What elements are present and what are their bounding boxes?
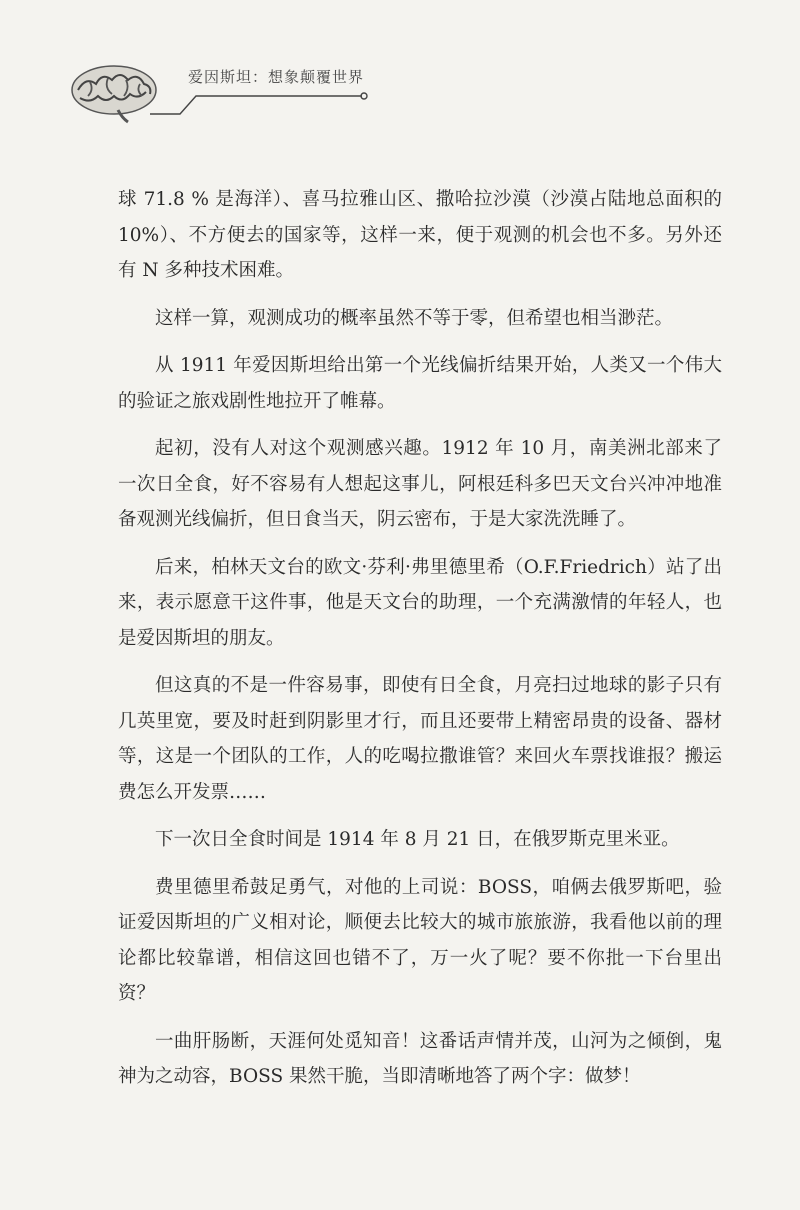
page-header — [0, 0, 800, 130]
paragraph: 但这真的不是一件容易事，即使有日全食，月亮扫过地球的影子只有几英里宽，要及时赶到阴影里才行，而且还要带上精密昂贵的设备、器材等，这是一个团队的工作，人的吃喝拉撒谁管？来回火车票找谁报？搬运费怎么开发票…… — [118, 675, 722, 803]
paragraph: 后来，柏林天文台的欧文·芬利·弗里德里希（O.F.Friedrich）站了出来，表示愿意干这件事，他是天文台的助理，一个充满激情的年轻人，也是爱因斯坦的朋友。 — [118, 556, 722, 649]
paragraph: 费里德里希鼓足勇气，对他的上司说：BOSS，咱俩去俄罗斯吧，验证爱因斯坦的广义相对论，顺便去比较大的城市旅旅游，我看他以前的理论都比较靠谱，相信这回也错不了，万一火了呢？要不你批一下台里出资？ — [118, 876, 722, 1004]
paragraph: 这样一算，观测成功的概率虽然不等于零，但希望也相当渺茫。 — [155, 307, 674, 329]
paragraph: 下一次日全食时间是 1914 年 8 月 21 日，在俄罗斯克里米亚。 — [155, 829, 680, 850]
paragraph: 一曲肝肠断，天涯何处觅知音！这番话声情并茂，山河为之倾倒，鬼神为之动容，BOSS 果然干脆，当即清晰地答了两个字：做梦！ — [118, 1030, 722, 1087]
running-title: 爱因斯坦：想象颠覆世界 — [188, 68, 365, 86]
brain-icon — [68, 60, 160, 124]
paragraph: 起初，没有人对这个观测感兴趣。1912 年 10 月，南美洲北部来了一次日全食，好不容易有人想起这事儿，阿根廷科多巴天文台兴冲冲地准备观测光线偏折，但日食当天，阴云密布，于是大家洗洗睡了。 — [118, 438, 722, 530]
body-text — [118, 182, 722, 1107]
paragraph: 球 71.8 % 是海洋）、喜马拉雅山区、撒哈拉沙漠（沙漠占陆地总面积的 10%）、不方便去的国家等，这样一来，便于观测的机会也不多。另外还有 N 多种技术困难。 — [118, 189, 722, 281]
paragraph: 从 1911 年爱因斯坦给出第一个光线偏折结果开始，人类又一个伟大的验证之旅戏剧性地拉开了帷幕。 — [118, 355, 722, 412]
